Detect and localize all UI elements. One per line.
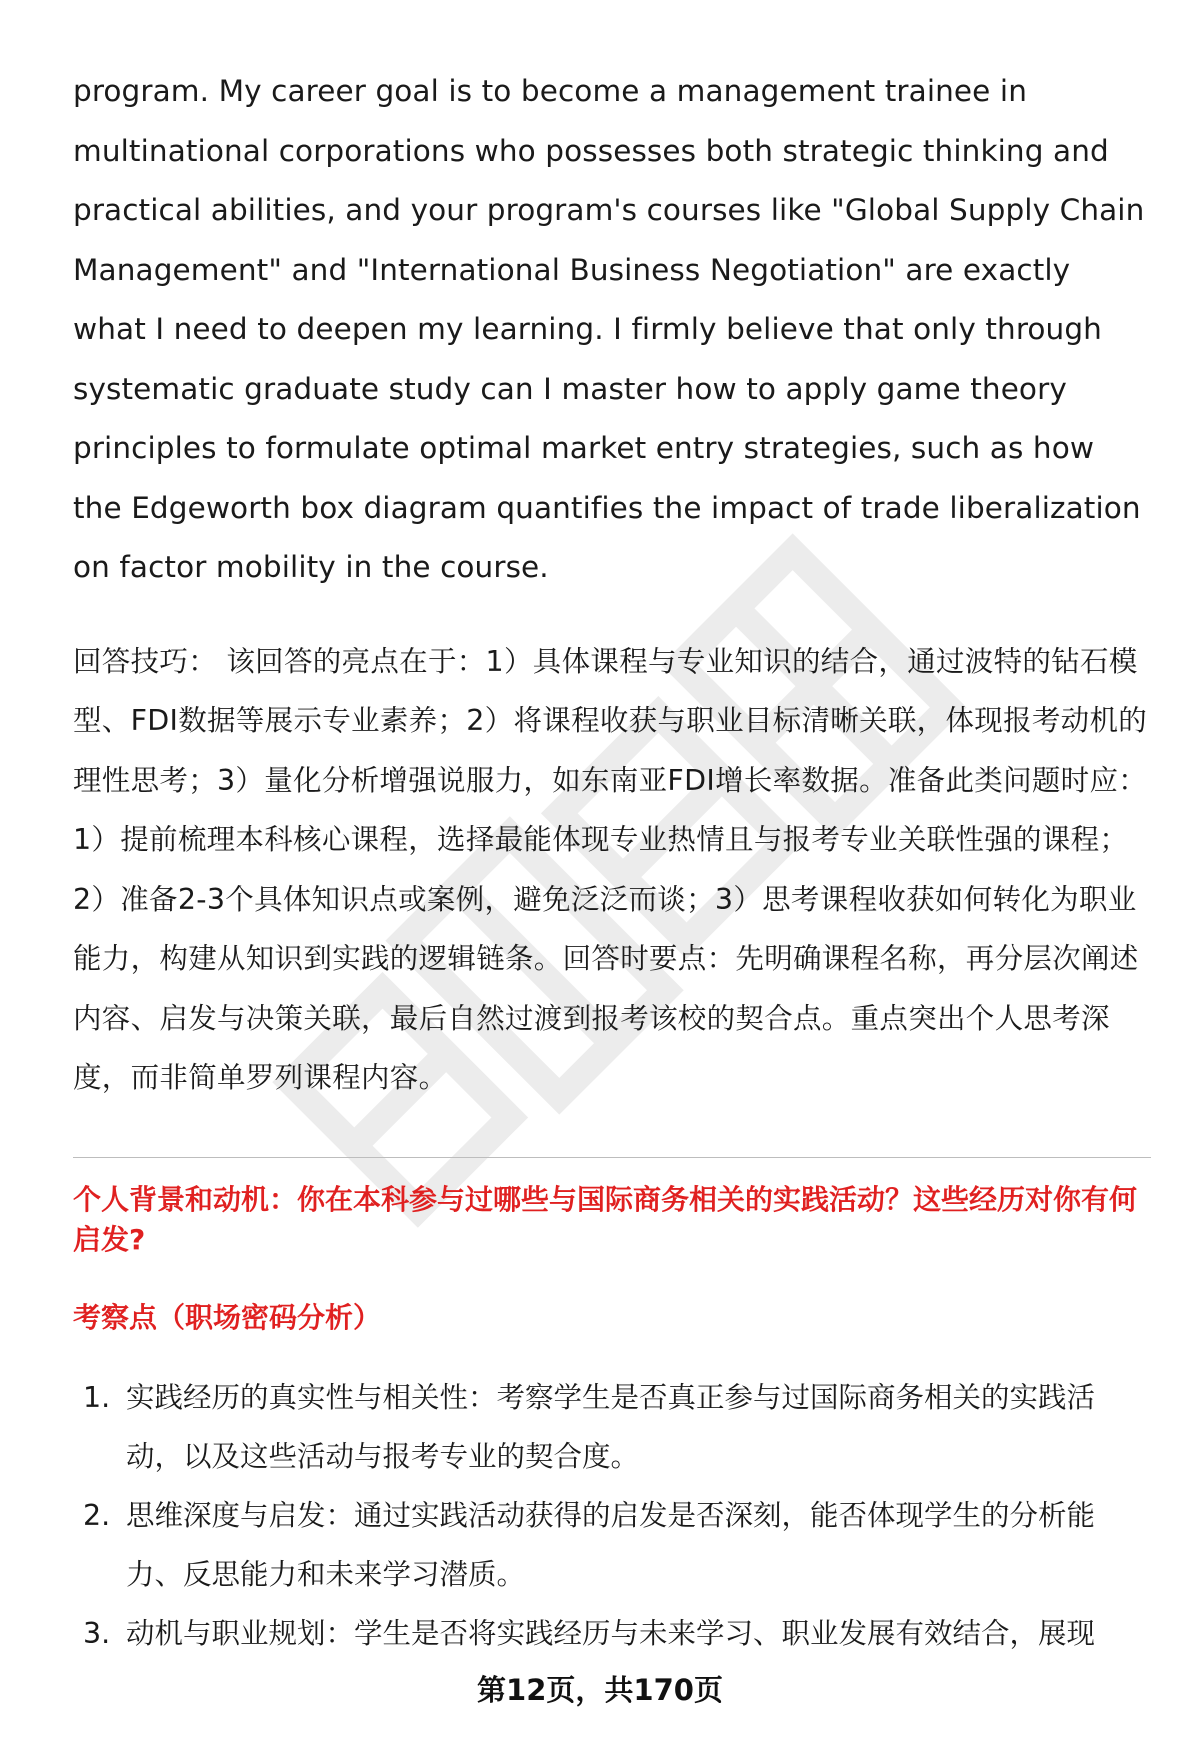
list-item <box>73 1368 1151 1486</box>
assessment-points-list <box>73 1368 1151 1663</box>
list-item-text: 思维深度与启发：通过实践活动获得的启发是否深刻，能否体现学生的分析能力、反思能力和未来学习潜质。 <box>126 1499 1096 1591</box>
list-item <box>73 1486 1151 1604</box>
list-item-text: 动机与职业规划：学生是否将实践经历与未来学习、职业发展有效结合，展现 <box>126 1617 1096 1650</box>
list-item <box>73 1604 1151 1663</box>
assessment-heading: 考察点（职场密码分析） <box>73 1301 382 1334</box>
body-content <box>73 62 1151 1108</box>
section-divider <box>73 1157 1151 1158</box>
english-answer-paragraph: program. My career goal is to become a management trainee in multinational corporations who possesses both strategic thinking and practical abilities, and your program's courses like "Global Supply Chain Management" and "International Business Negotiation" are exactly what I need to deepen my learning. I firmly believe that only through systematic graduate study can I master how to apply game theory principles to formulate optimal market entry strategies, such as how the Edgeworth box diagram quantifies the impact of trade liberalization on factor mobility in the course. <box>73 74 1145 584</box>
question-heading: 个人背景和动机：你在本科参与过哪些与国际商务相关的实践活动？这些经历对你有何启发? <box>73 1183 1138 1256</box>
list-item-number: 1. <box>83 1381 111 1414</box>
answer-tips-paragraph: 回答技巧： 该回答的亮点在于：1）具体课程与专业知识的结合，通过波特的钻石模型、FDI数据等展示专业素养；2）将课程收获与职业目标清晰关联，体现报考动机的理性思考；3）量化分析增强说服力，如东南亚FDI增长率数据。准备此类问题时应：1）提前梳理本科核心课程，选择最能体现专业热情且与报考专业关联性强的课程；2）准备2-3个具体知识点或案例，避免泛泛而谈；3）思考课程收获如何转化为职业能力，构建从知识到实践的逻辑链条。回答时要点：先明确课程名称，再分层次阐述内容、启发与决策关联，最后自然过渡到报考该校的契合点。重点突出个人思考深度，而非简单罗列课程内容。 <box>73 644 1148 1094</box>
page-footer: 第12页，共170页 <box>477 1673 723 1707</box>
list-item-number: 3. <box>83 1617 111 1650</box>
list-item-text: 实践经历的真实性与相关性：考察学生是否真正参与过国际商务相关的实践活动，以及这些活动与报考专业的契合度。 <box>126 1381 1096 1473</box>
list-item-number: 2. <box>83 1499 111 1532</box>
